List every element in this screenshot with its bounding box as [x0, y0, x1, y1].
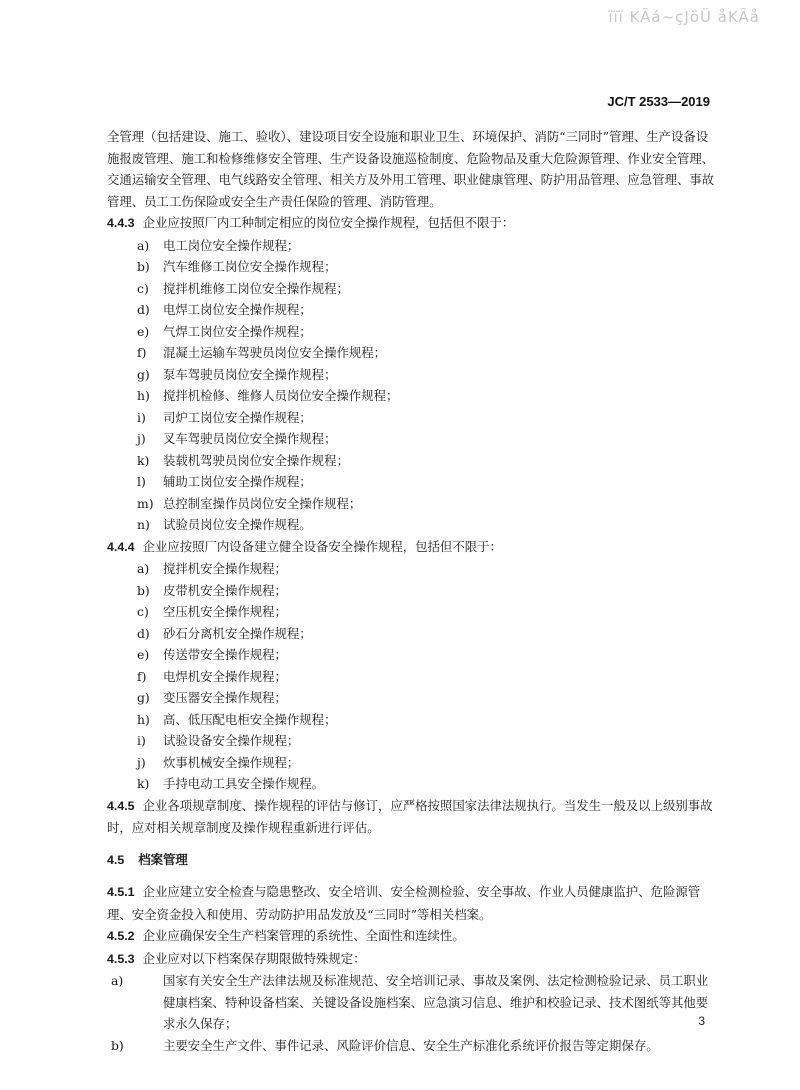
list-item-text: 传送带安全操作规程；	[163, 647, 287, 662]
clause-text: 企业各项规章制度、操作规程的评估与修订，应严格按照国家法律法规执行。当发生一般及以上级别事故时，应对相关规章制度及操作规程重新进行评估。	[107, 797, 713, 835]
list-item-label: k)	[137, 776, 150, 791]
list-item-label: a)	[137, 237, 150, 253]
list-item	[107, 450, 717, 472]
list-item	[107, 493, 717, 515]
clause-4-4-4	[107, 536, 717, 559]
list-item-label: f)	[137, 668, 147, 684]
list-item-text: 辅助工岗位安全操作规程；	[163, 474, 312, 489]
clause-4-5-3-list	[107, 970, 717, 1056]
list-item-label: b)	[111, 1037, 124, 1053]
section-number: 4.5	[107, 852, 125, 867]
clause-text: 企业应按照厂内工种制定相应的岗位安全操作规程，包括但不限于：	[142, 215, 515, 230]
list-item	[107, 235, 717, 257]
clause-number: 4.5.3	[107, 951, 135, 966]
list-item-label: k)	[137, 452, 150, 468]
list-item-text: 变压器安全操作规程；	[163, 690, 287, 705]
list-item-label: b)	[137, 582, 150, 598]
clause-4-5-3	[107, 948, 717, 971]
clause-4-5-1	[107, 881, 717, 925]
list-item-label: d)	[137, 302, 150, 317]
list-item-text: 砂石分离机安全操作规程；	[163, 625, 312, 641]
opening-paragraph: 全管理（包括建设、施工、验收）、建设项目安全设施和职业卫生、环境保护、消防“三同时”管理、生产设备设施报废管理、施工和检修维修安全管理、生产设备设施巡检制度、危险物品及重大危险源管理、作业安全管理、交通运输安全管理、电气线路安全管理、相关方及外用工管理、职业健康管理、防护用品管理、应急管理、事故管理、员工工伤保险或安全生产责任保险的管理、消防管理。	[107, 129, 715, 209]
list-item-text: 主要安全生产文件、事件记录、风险评价信息、安全生产标准化系统评价报告等定期保存。	[163, 1037, 659, 1053]
list-item	[107, 580, 717, 602]
list-item	[107, 601, 717, 623]
list-item	[107, 385, 717, 407]
list-item-label: e)	[137, 647, 150, 662]
list-item	[107, 970, 717, 1035]
page-number: 3	[698, 1014, 705, 1028]
clause-text: 企业应确保安全生产档案管理的系统性、全面性和连续性。	[142, 928, 465, 943]
list-item-label: f)	[137, 345, 147, 360]
list-item	[107, 514, 717, 536]
list-item-label: h)	[137, 388, 150, 403]
list-item-text: 手持电动工具安全操作规程。	[163, 776, 325, 791]
list-item-text: 电焊工岗位安全操作规程；	[163, 302, 312, 317]
list-item-text: 试验设备安全操作规程；	[163, 733, 300, 748]
list-item-text: 空压机安全操作规程；	[163, 604, 287, 619]
document-body	[107, 126, 717, 1056]
list-item-label: m)	[137, 495, 154, 511]
clause-text: 企业应建立安全检查与隐患整改、安全培训、安全检测检验、安全事故、作业人员健康监护、危险源管理、安全资金投入和使用、劳动防护用品发放及“三同时”等相关档案。	[107, 884, 701, 922]
list-item	[107, 299, 717, 321]
list-item-label: c)	[137, 604, 149, 619]
list-item-text: 汽车维修工岗位安全操作规程；	[163, 259, 337, 274]
list-item-label: b)	[137, 259, 150, 274]
list-item-text: 叉车驾驶员岗位安全操作规程；	[163, 431, 337, 446]
list-item-label: i)	[137, 733, 146, 748]
list-item	[107, 730, 717, 752]
list-item-text: 泵车驾驶员岗位安全操作规程；	[163, 366, 337, 382]
list-item-label: e)	[137, 323, 150, 339]
clause-number: 4.4.5	[107, 798, 135, 813]
clause-4-4-4-list	[107, 558, 717, 795]
list-item-text: 搅拌机安全操作规程；	[163, 561, 287, 576]
clause-4-5-2	[107, 925, 717, 948]
list-item	[107, 321, 717, 343]
standard-code: JC/T 2533—2019	[607, 94, 710, 109]
section-title: 档案管理	[138, 851, 188, 867]
list-item-label: i)	[137, 409, 146, 425]
list-item-text: 搅拌机检修、维修人员岗位安全操作规程；	[163, 388, 399, 403]
list-item-label: l)	[137, 474, 146, 489]
clause-number: 4.4.3	[107, 216, 135, 230]
clause-4-4-5	[107, 795, 717, 839]
list-item-text: 炊事机械安全操作规程；	[163, 754, 300, 770]
list-item	[107, 558, 717, 580]
list-item	[107, 709, 717, 731]
list-item-text: 搅拌机维修工岗位安全操作规程；	[163, 280, 349, 296]
list-item	[107, 364, 717, 386]
list-item-text: 气焊工岗位安全操作规程；	[163, 323, 312, 339]
list-item-label: n)	[137, 517, 150, 532]
list-item	[107, 666, 717, 688]
clause-number: 4.4.4	[107, 539, 135, 554]
list-item-text: 混凝土运输车驾驶员岗位安全操作规程；	[163, 345, 387, 360]
list-item	[107, 687, 717, 709]
list-item-text: 总控制室操作员岗位安全操作规程；	[163, 495, 362, 511]
list-item-text: 国家有关安全生产法律法规及标准规范、安全培训记录、事故及案例、法定检测检验记录、员工职业健康档案、特种设备档案、关键设备设施档案、应急演习信息、维护和校验记录、技术图纸等其他要求永久保存；	[163, 973, 709, 1031]
list-item-text: 电工岗位安全操作规程；	[163, 237, 300, 253]
list-item-text: 司炉工岗位安全操作规程；	[163, 409, 312, 425]
list-item	[107, 644, 717, 666]
list-item-text: 皮带机安全操作规程；	[163, 582, 287, 598]
list-item-label: h)	[137, 711, 150, 727]
list-item	[107, 407, 717, 429]
list-item-label: c)	[137, 280, 149, 296]
clause-text: 企业应对以下档案保存期限做特殊规定：	[142, 950, 366, 966]
list-item-label: j)	[137, 431, 146, 446]
clause-4-4-3	[107, 212, 717, 235]
list-item-label: g)	[137, 366, 150, 382]
list-item	[107, 752, 717, 774]
list-item	[107, 773, 717, 795]
list-item	[107, 342, 717, 364]
list-item-text: 试验员岗位安全操作规程。	[163, 517, 312, 532]
clause-number: 4.5.1	[107, 885, 135, 899]
list-item-label: d)	[137, 625, 150, 641]
list-item-label: g)	[137, 690, 150, 705]
list-item-text: 高、低压配电柜安全操作规程；	[163, 711, 337, 727]
list-item-label: a)	[137, 561, 150, 576]
list-item	[107, 278, 717, 300]
list-item-text: 电焊机安全操作规程；	[163, 668, 287, 684]
list-item	[107, 623, 717, 645]
list-item-label: a)	[111, 973, 124, 988]
clause-text: 企业应按照厂内设备建立健全设备安全操作规程，包括但不限于：	[142, 538, 502, 554]
watermark: ïïï KÃá~çJöÜ åKÃå	[608, 8, 760, 26]
list-item	[107, 471, 717, 493]
section-heading	[107, 849, 717, 872]
clause-4-4-3-list	[107, 235, 717, 536]
list-item	[107, 1035, 717, 1057]
clause-number: 4.5.2	[107, 929, 135, 943]
list-item-text: 装载机驾驶员岗位安全操作规程；	[163, 452, 349, 468]
list-item	[107, 256, 717, 278]
list-item-label: j)	[137, 754, 146, 770]
list-item	[107, 428, 717, 450]
